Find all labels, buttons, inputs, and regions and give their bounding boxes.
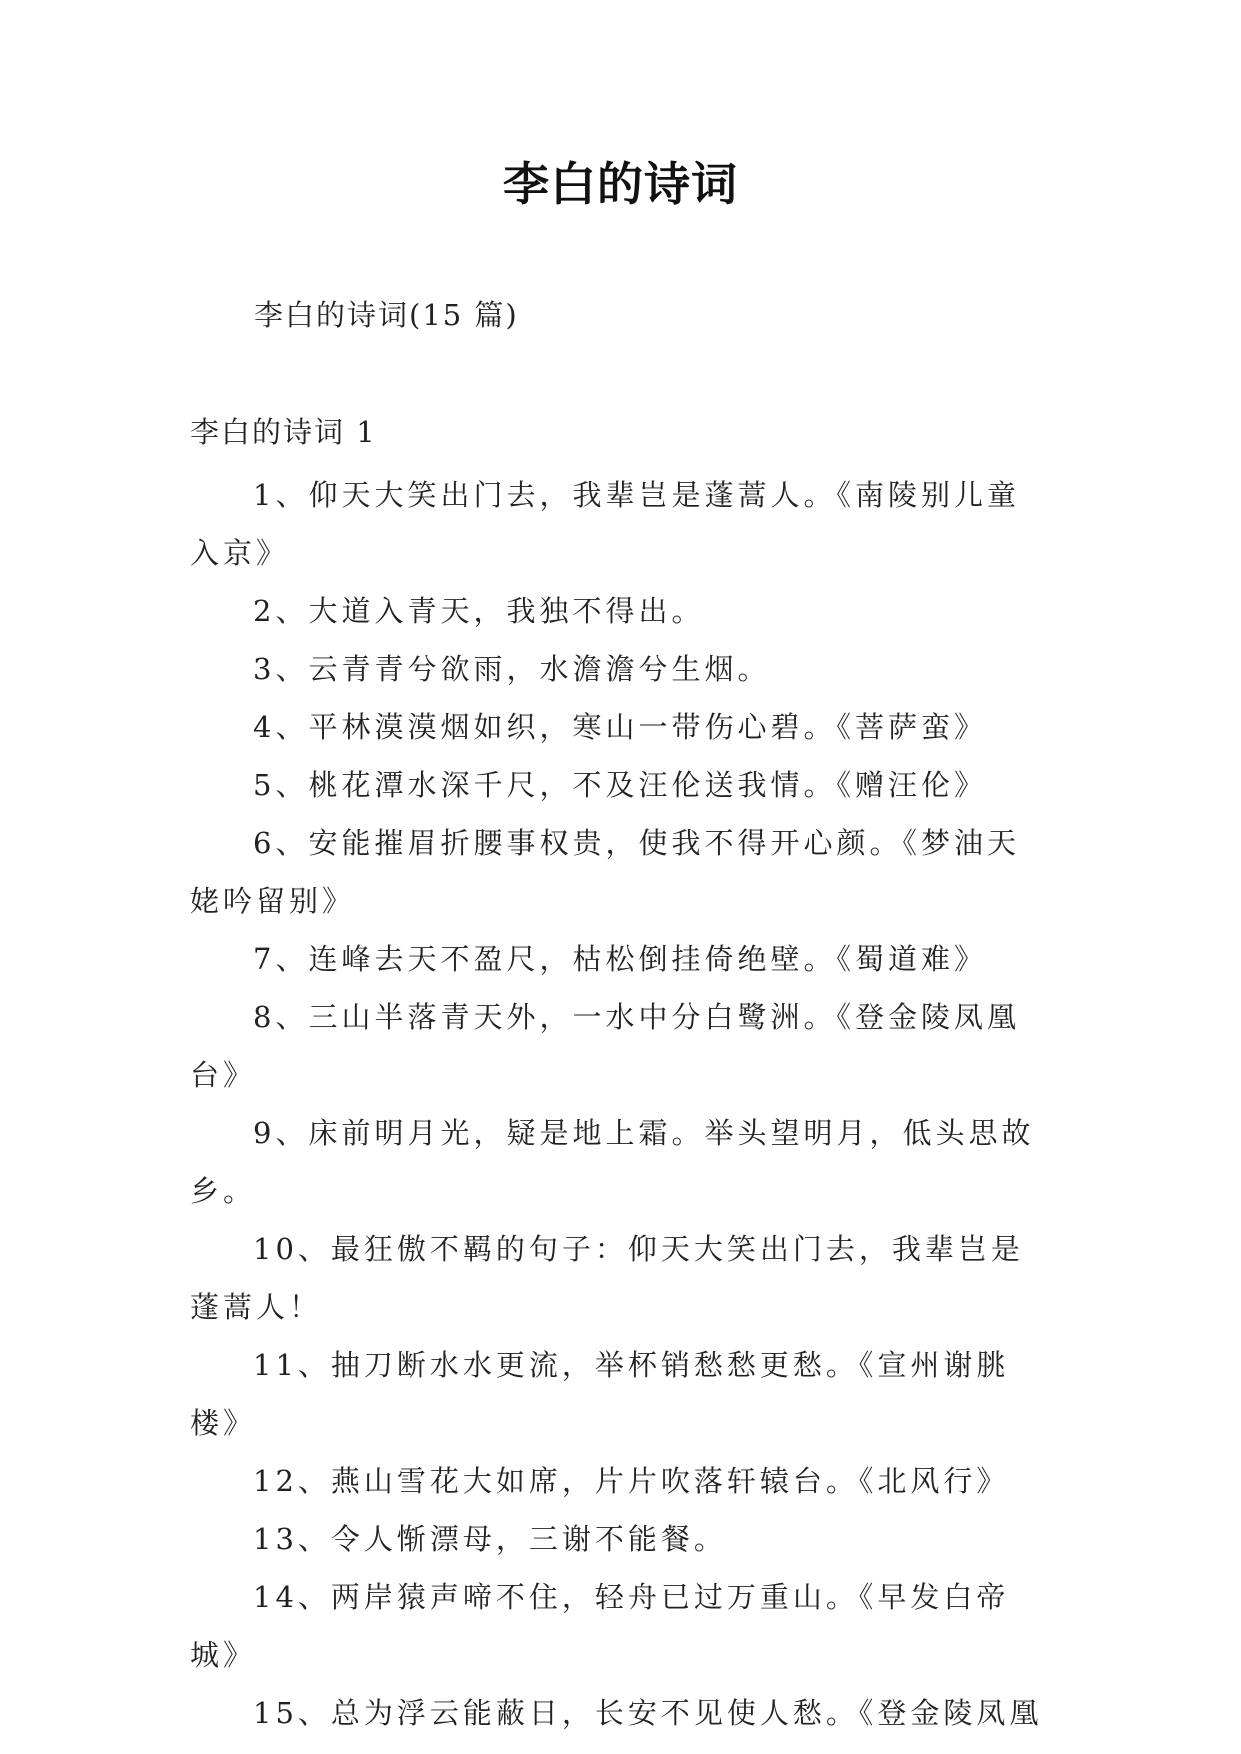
poem-line: 1、仰天大笑出门去，我辈岂是蓬蒿人。《南陵别儿童入京》 <box>190 478 1020 570</box>
poem-line: 4、平林漠漠烟如织，寒山一带伤心碧。《菩萨蛮》 <box>253 710 987 744</box>
poem-line: 13、令人惭漂母，三谢不能餐。 <box>253 1522 727 1556</box>
poem-line: 6、安能摧眉折腰事权贵，使我不得开心颜。《梦油天姥吟留别》 <box>190 826 1020 918</box>
poem-line: 10、最狂傲不羁的句子：仰天大笑出门去，我辈岂是蓬蒿人！ <box>190 1232 1024 1324</box>
section-heading: 李白的诗词 1 <box>190 415 377 449</box>
poem-line: 5、桃花潭水深千尺，不及汪伦送我情。《赠汪伦》 <box>253 768 987 802</box>
poem-line: 14、两岸猿声啼不住，轻舟已过万重山。《早发白帝城》 <box>190 1580 1010 1672</box>
poem-list <box>190 466 1050 1742</box>
poem-line: 11、抽刀断水水更流，举杯销愁愁更愁。《宣州谢朓楼》 <box>190 1348 1010 1440</box>
poem-line: 3、云青青兮欲雨，水澹澹兮生烟。 <box>253 652 771 686</box>
poem-line: 9、床前明月光，疑是地上霜。举头望明月，低头思故乡。 <box>190 1116 1035 1208</box>
poem-line: 12、燕山雪花大如席，片片吹落轩辕台。《北风行》 <box>253 1464 1010 1498</box>
poem-line: 8、三山半落青天外，一水中分白鹭洲。《登金陵凤凰台》 <box>190 1000 1020 1092</box>
poem-line: 7、连峰去天不盈尺，枯松倒挂倚绝壁。《蜀道难》 <box>253 942 987 976</box>
subtitle: 李白的诗词(15 篇) <box>254 298 519 332</box>
poem-line: 15、总为浮云能蔽日，长安不见使人愁。《登金陵凤凰 <box>253 1696 1043 1730</box>
poem-line: 2、大道入青天，我独不得出。 <box>253 594 705 628</box>
page-title: 李白的诗词 <box>503 157 738 211</box>
